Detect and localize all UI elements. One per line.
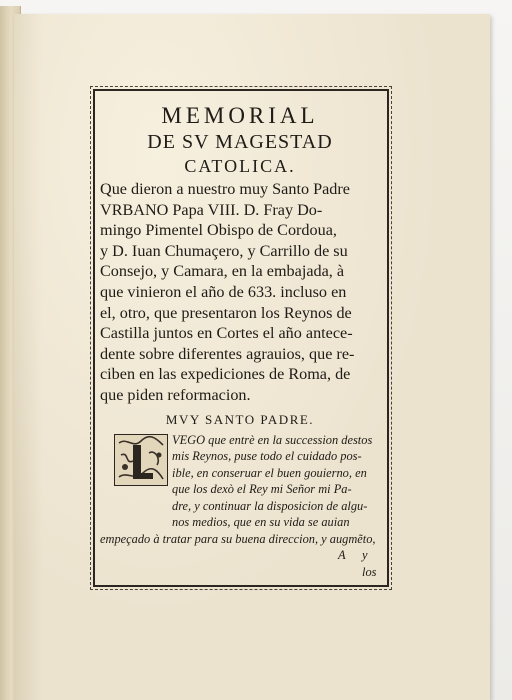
letter-line: VEGO que entrè en la succession destos: [172, 432, 373, 447]
printed-text-block: [100, 101, 380, 581]
signature-row: [100, 547, 380, 579]
body-paragraph: [100, 179, 380, 406]
body-line: el, otro, que presentaron los Reynos de: [100, 303, 352, 322]
signature-mark: A: [338, 548, 346, 563]
letter-line: mis Reynos, puse todo el cuidado pos-: [172, 449, 362, 464]
salutation: MVY SANTO PADRE.: [165, 411, 315, 427]
letter-line: dre, y continuar la disposicion de algu-: [172, 498, 368, 513]
body-line: VRBANO Papa VIII. D. Fray Do-: [100, 200, 323, 219]
decorated-initial-l-icon: [114, 434, 168, 486]
letter-line: que los dexò el Rey mi Señor mi Pa-: [172, 482, 352, 497]
body-line: dente sobre diferentes agrauios, que re-: [100, 344, 355, 363]
letter-line: nos medios, que en su vida se auian: [172, 515, 350, 530]
body-line: que piden reformacion.: [100, 385, 251, 404]
letter-line: empeçado à tratar para su buena direccion, y augmẽto,: [100, 531, 376, 546]
catchword: y los: [362, 548, 377, 579]
body-line: y D. Iuan Chumaçero, y Carrillo de su: [100, 241, 348, 260]
body-line: ciben en las expediciones de Roma, de: [100, 365, 351, 384]
title-line-2: DE SV MAGESTAD: [147, 131, 333, 153]
body-line: que vinieron el año de 633. incluso en: [100, 282, 347, 301]
title-line-1: MEMORIAL: [161, 103, 319, 128]
title-line-3: CATOLICA.: [184, 156, 296, 176]
letter-line: ible, en conseruar el buen gouierno, en: [172, 465, 367, 480]
body-line: Castilla juntos en Cortes el año antece-: [100, 324, 353, 343]
body-line: mingo Pimentel Obispo de Cordoua,: [100, 221, 337, 240]
body-line: Que dieron a nuestro muy Santo Padre: [100, 180, 350, 198]
letter-paragraph: [100, 432, 380, 579]
body-line: Consejo, y Camara, en la embajada, à: [100, 262, 345, 281]
